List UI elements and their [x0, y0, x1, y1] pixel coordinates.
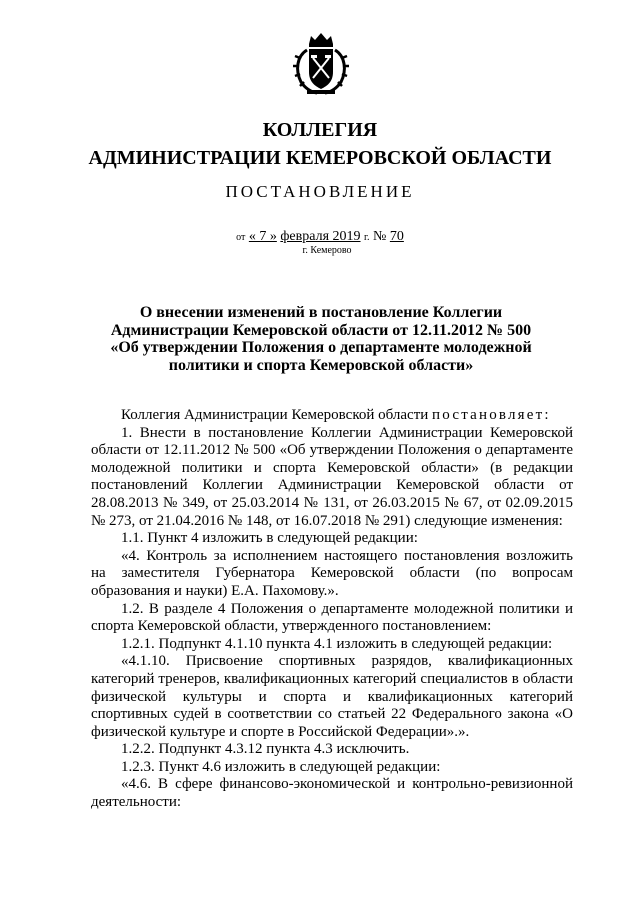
document-dateline	[0, 229, 640, 246]
date-month-year: февраля 2019	[280, 229, 361, 244]
body-paragraph: 1.2. В разделе 4 Положения о департаменте молодежной политики и спорта Кемеровской области, утвержденного постановлением:	[91, 600, 573, 635]
intro-verb: постановляет:	[432, 407, 551, 423]
body-paragraph: 1.2.3. Пункт 4.6 изложить в следующей редакции:	[121, 758, 441, 775]
body-paragraph: 1.2.1. Подпункт 4.1.10 пункта 4.1 изложить в следующей редакции:	[121, 635, 553, 652]
body-paragraph: 1. Внести в постановление Коллегии Администрации Кемеровской области от 12.11.2012 № 500 «Об утверждении Положения о департаменте молодежной политики и спорта Кемеровской области» (в редакции постановлений Коллегии Администрации Кемеровской области от 28.08.2013 № 349, от 25.03.2014 № 131, от 26.03.2015 № 67, от 02.09.2015 № 273, от 21.04.2016 № 148, от 16.07.2018 № 291) следующие изменения:	[91, 424, 573, 529]
document-number: 70	[389, 229, 404, 244]
date-year-suffix: г.	[364, 232, 370, 243]
body-paragraph: 1.1. Пункт 4 изложить в следующей редакции:	[121, 530, 418, 547]
intro-text: Коллегия Администрации Кемеровской области	[121, 407, 429, 423]
body-paragraph: «4.6. В сфере финансово-экономической и контрольно-ревизионной деятельности:	[91, 776, 573, 811]
body-paragraph: «4. Контроль за исполнением настоящего постановления возложить на заместителя Губернатора Кемеровской области (по вопросам образования и науки) Е.А. Пахомову.».	[91, 547, 573, 599]
body-paragraph: 1.2.2. Подпункт 4.3.12 пункта 4.3 исключить.	[121, 741, 410, 758]
document-type: ПОСТАНОВЛЕНИЕ	[225, 182, 415, 201]
coat-of-arms-icon	[291, 30, 351, 96]
number-label: №	[373, 229, 387, 244]
body-paragraph: «4.1.10. Присвоение спортивных разрядов, квалификационных категорий тренеров, квалификационных категорий специалистов в области физической культуры и спорта и квалификационных категорий спортивных судей в соответствии со статьей 22 Федерального закона «О физической культуре и спорте в Российской Федерации».».	[91, 653, 573, 740]
body-intro	[91, 407, 573, 425]
organization-line-1: КОЛЛЕГИЯ	[262, 119, 378, 141]
organization-line-2: АДМИНИСТРАЦИИ КЕМЕРОВСКОЙ ОБЛАСТИ	[88, 147, 552, 169]
document-city: г. Кемерово	[302, 245, 352, 256]
date-prefix: от	[236, 232, 246, 243]
date-day: « 7 »	[248, 229, 277, 244]
document-body	[91, 407, 573, 812]
document-subject: О внесении изменений в постановление Коллегии Администрации Кемеровской области от 12.11.2012 № 500 «Об утверждении Положения о департаменте молодежной политики и спорта Кемеровской области»	[110, 304, 532, 374]
